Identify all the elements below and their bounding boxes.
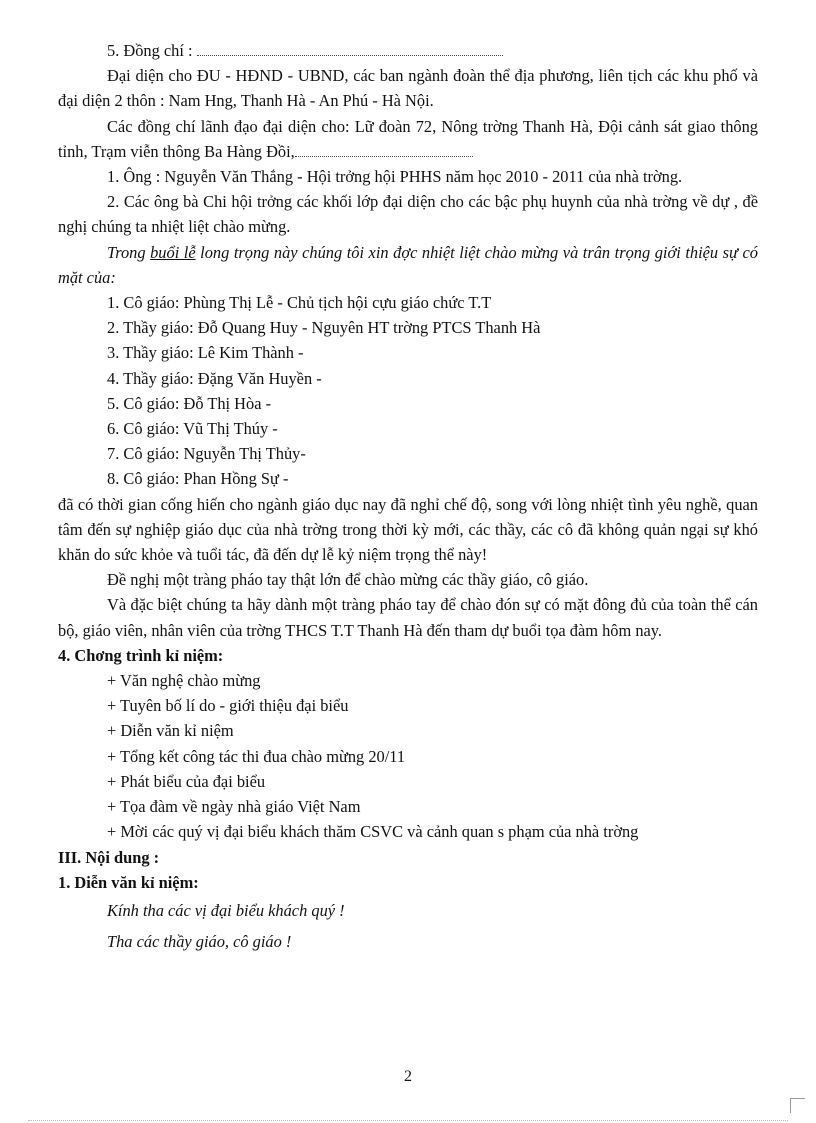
program-item: + Tọa đàm về ngày nhà giáo Việt Nam: [107, 797, 361, 817]
paragraph-cac-dong-chi: [58, 114, 758, 164]
intro-text-b: long trọng này chúng tôi xin đợc nhiệt liệt chào mừng và trân trọng giới thiệu sự có mặt của:: [58, 242, 758, 287]
salutation-guests: Kính tha các vị đại biểu khách quý !: [107, 900, 345, 920]
intro-paragraph: [58, 240, 758, 290]
guest-item: 8. Cô giáo: Phan Hồng Sự -: [107, 469, 289, 489]
item-dong-chi: [58, 38, 758, 63]
dotted-fill-line: [295, 146, 473, 157]
paragraph-cong-hien: đã có thời gian cống hiến cho ngành giáo dục nay đã nghỉ chế độ, song với lòng nhiệt tình yêu nghề, quan tâm đến sự nghiệp giáo dục của nhà trờng trong thời kỳ mới, các thầy, các cô đã không quản ngại sự khó khăn do sức khỏe và tuổi tác, đã đến dự lễ kỷ niệm trọng thể này!: [58, 494, 758, 565]
salutation-teachers: Tha các thầy giáo, cô giáo !: [107, 931, 292, 951]
paragraph-dai-dien: Đại diện cho ĐU - HĐND - UBND, các ban ngành đoàn thể địa phương, liên tịch các khu phố và đại diện 2 thôn : Nam Hng, Thanh Hà - An Phú - Hà Nội.: [58, 66, 758, 111]
guest-item: 5. Cô giáo: Đỗ Thị Hòa -: [107, 393, 272, 413]
heading-noi-dung: III. Nội dung :: [58, 847, 160, 867]
program-item: + Diễn văn kỉ niệm: [107, 721, 234, 741]
guest-item: 6. Cô giáo: Vũ Thị Thúy -: [107, 419, 278, 439]
page-corner-mark: [790, 1098, 805, 1113]
dotted-fill-line: [197, 45, 503, 56]
paragraph-dac-biet: Và đặc biệt chúng ta hãy dành một tràng pháo tay để chào đón sự có mặt đông đủ của toàn thể cán bộ, giáo viên, nhân viên của trờng THCS T.T Thanh Hà đến tham dự buổi tọa đàm hôm nay.: [58, 595, 758, 640]
heading-dien-van: 1. Diễn văn kỉ niệm:: [58, 872, 199, 892]
program-item: + Tuyên bố lí do - giới thiệu đại biểu: [107, 696, 349, 716]
guest-item: 1. Cô giáo: Phùng Thị Lễ - Chủ tịch hội cựu giáo chức T.T: [107, 293, 492, 313]
guest-item: 3. Thầy giáo: Lê Kim Thành -: [107, 343, 304, 363]
paragraph-de-nghi: Đề nghị một tràng pháo tay thật lớn để chào mừng các thầy giáo, cô giáo.: [107, 570, 589, 590]
paragraph-chi-hoi: 2. Các ông bà Chi hội trởng các khối lớp đại diện cho các bậc phụ huynh của nhà trờng về dự , đề nghị chúng ta nhiệt liệt chào mừng.: [58, 192, 758, 237]
page-bottom-rule: [28, 1120, 788, 1121]
document-page: [58, 38, 758, 957]
guest-item: 7. Cô giáo: Nguyễn Thị Thủy-: [107, 444, 306, 464]
paragraph-cac-dong-chi-text: Các đồng chí lãnh đạo đại diện cho: Lữ đoàn 72, Nông trờng Thanh Hà, Đội cảnh sát giao thông tỉnh, Trạm viễn thông Ba Hàng Đồi,: [58, 116, 758, 161]
intro-text-a: Trong: [107, 242, 151, 262]
page-number: 2: [404, 1068, 412, 1085]
item-dong-chi-text: 5. Đồng chí :: [107, 41, 193, 60]
guest-item: 2. Thầy giáo: Đỗ Quang Huy - Nguyên HT trờng PTCS Thanh Hà: [107, 318, 541, 338]
heading-chuong-trinh: 4. Chơng trình kỉ niệm:: [58, 645, 224, 665]
paragraph-ong: 1. Ông : Nguyễn Văn Thắng - Hội trởng hội PHHS năm học 2010 - 2011 của nhà trờng.: [107, 167, 683, 187]
program-item: + Văn nghệ chào mừng: [107, 671, 261, 691]
intro-text-underlined: buổi lễ: [150, 242, 196, 262]
program-item: + Phát biểu của đại biểu: [107, 771, 266, 791]
guest-item: 4. Thầy giáo: Đặng Văn Huyền -: [107, 368, 322, 388]
program-item: + Tổng kết công tác thi đua chào mừng 20/11: [107, 746, 406, 766]
program-item: + Mời các quý vị đại biểu khách thăm CSVC và cảnh quan s phạm của nhà trờng: [107, 822, 639, 842]
